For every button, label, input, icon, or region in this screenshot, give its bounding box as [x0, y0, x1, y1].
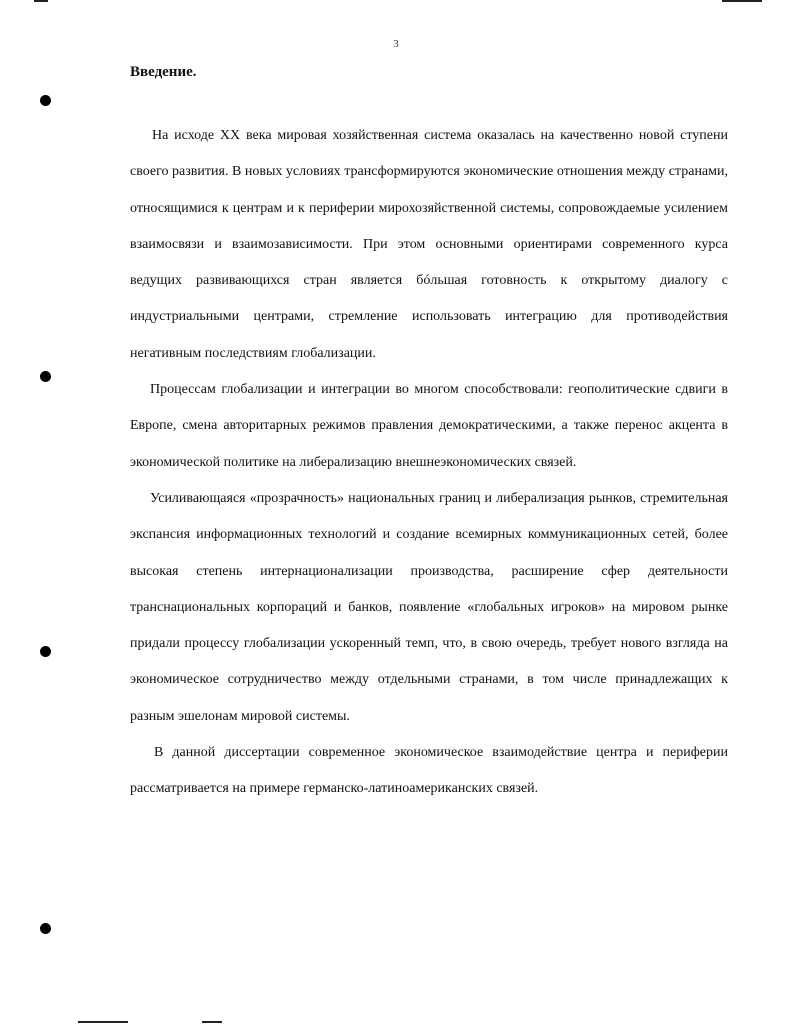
page-number: 3 [393, 38, 399, 50]
scan-mark-top-right [722, 0, 762, 2]
paragraph: Усиливающаяся «прозрачность» национальных границ и либерализация рынков, стремительная экспансия информационных технологий и создание всемирных коммуникационных сетей, более высокая степень интернационализации производства, расширение сфер деятельности транснациональных корпораций и банков, появление «глобальных игроков» на мировом рынке придали процессу глобализации ускоренный темп, что, в свою очередь, требует нового взгляда на экономическое сотрудничество между отдельными странами, в том числе принадлежащих к разным эшелонам мировой системы. [130, 490, 728, 724]
body-text [130, 118, 728, 808]
binder-hole [40, 923, 51, 934]
binder-hole [40, 371, 51, 382]
paragraph: Процессам глобализации и интеграции во многом способствовали: геополитические сдвиги в Европе, смена авторитарных режимов правления демократическими, а также перенос акцента в экономической политике на либерализацию внешнеэкономических связей. [130, 382, 728, 470]
scan-mark-bottom-left [78, 1021, 128, 1023]
scan-mark-bottom-mid [202, 1021, 222, 1023]
binder-hole [40, 646, 51, 657]
paragraph: На исходе XX века мировая хозяйственная система оказалась на качественно новой ступени своего развития. В новых условиях трансформируются экономические отношения между странами, относящимися к центрам и к периферии мирохозяйственной системы, сопровождаемые усилением взаимосвязи и взаимозависимости. При этом основными ориентирами современного курса ведущих развивающихся стран является бóльшая готовность к открытому диалогу с индустриальными центрами, стремление использовать интеграцию для противодействия негативным последствиям глобализации. [130, 128, 728, 361]
paragraph: В данной диссертации современное экономическое взаимодействие центра и периферии рассматривается на примере германско-латиноамериканских связей. [130, 745, 728, 797]
scan-mark-top-left [34, 0, 48, 2]
section-heading: Введение. [130, 64, 197, 80]
binder-hole [40, 95, 51, 106]
